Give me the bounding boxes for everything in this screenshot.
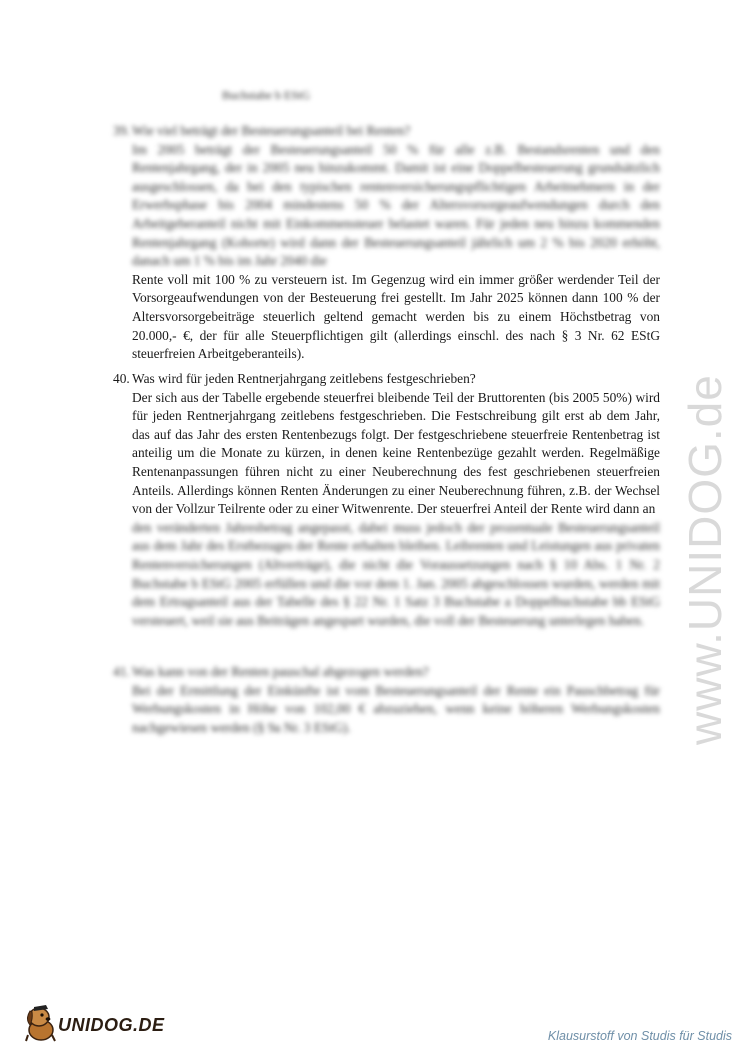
dog-logo-icon bbox=[22, 1003, 60, 1048]
question-number: 41. bbox=[113, 664, 130, 679]
answer-text: Der sich aus der Tabelle ergebende steuerfrei bleibende Teil der Bruttorenten (bis 2005 50%) wird für jeden Rentnerjahrgang zeitlebens festgeschrieben. Die Festschreibung gilt erst ab dem Jahr, das auf das Jahr des ersten Rentenbezugs folgt. Der festgeschriebene steuerfreie Rentenbetrag ist anteilig um die Monate zu kürzen, in denen keine Rentenbezüge gezahlt werden. Regelmäßige Rentenanpassungen führen nicht zu einer Neuberechnung des fest geschriebenen steuerfreien Anteils. Allerdings können Renten Änderungen zu einer Neuberechnung führen, z.B. der Wechsel von der Vollzur Teilrente oder zu einer Witwenrente. Der steuerfrei Anteil der Rente wird dann an bbox=[132, 389, 660, 517]
footer-brand: UNIDOG.DE bbox=[58, 1015, 165, 1035]
question-40 bbox=[113, 370, 660, 630]
question-text: Was wird für jeden Rentnerjahrgang zeitlebens festgeschrieben? bbox=[132, 371, 476, 386]
question-text: Wie viel beträgt der Besteuerungsanteil bei Renten? bbox=[132, 123, 411, 138]
footer-slogan: Klausurstoff von Studis für Studis bbox=[547, 1029, 732, 1043]
answer-text-blurred: den veränderten Jahresbetrag angepasst, dabei muss jedoch der prozentuale Besteuerungsanteil aus dem Jahr des Erstbezuges der Rente erhalten bleiben. Leibrenten und Leistungen aus privaten Rentenversicherungen (Altverträge), die nicht die Voraussetzungen nach § 10 Abs. 1 Nr. 2 Buchstabe b EStG 2005 erfüllen und die vor dem 1. Jan. 2005 abgeschlossen wurden, werden mit dem Ertragsanteil aus der Tabelle des § 22 Nr. 1 Satz 3 Buchstabe a Doppelbuchstabe bb EStG versteuert, weil sie aus Beiträgen angespart wurden, die voll der Besteuerung unterlegen haben. bbox=[132, 519, 660, 628]
answer-text-blurred: Im 2005 beträgt der Besteuerungsanteil 50 % für alle z.B. Bestandsrenten und den Rentenjahrgang, der in 2005 neu hinzukommt. Damit ist eine Doppelbesteuerung grundsätzlich ausgeschlossen, da bei den typischen rentenversicherungspflichtigen Arbeitnehmern in der Erwerbsphase bis 2004 mindestens 50 % der Altersvorsorgeaufwendungen durch den Arbeitgeberanteil nicht mit Einkommensteuer belastet waren. Für jeden neu hinzu kommenden Rentenjahrgang (Kohorte) wird dann der Besteuerungsanteil jährlich um 2 % bis 2020 erhöht, danach um 1 % bis im Jahr 2040 die bbox=[132, 141, 660, 269]
watermark-text: www.UNIDOG.de bbox=[679, 374, 731, 745]
answer-text: Rente voll mit 100 % zu versteuern ist. Im Gegenzug wird ein immer größer werdender Teil der Vorsorgeaufwendungen von der Besteuerung frei gestellt. Im Jahr 2025 können dann 100 % der Altersvorsorgebeiträge steuerlich geltend gemacht werden bis zu einem Höchstbetrag von 20.000,- €, der für alle Steuerpflichtigen gilt (allerdings einschl. des nach § 3 Nr. 62 EStG steuerfreien Arbeitgeberanteils). bbox=[132, 271, 660, 362]
question-number: 39. bbox=[113, 123, 130, 138]
question-text: Was kann von der Renten pauschal abgezogen werden? bbox=[132, 664, 429, 679]
watermark bbox=[676, 275, 736, 745]
question-41 bbox=[113, 663, 660, 737]
question-number: 40. bbox=[113, 371, 130, 386]
running-head: Buchstabe b EStG bbox=[222, 88, 310, 102]
answer-text-blurred: Bei der Ermittlung der Einkünfte ist vom Besteuerungsanteil der Rente ein Pauschbetrag für Werbungskosten in Höhe von 102,00 € abzuziehen, wenn keine höheren Werbungskosten nachgewiesen werden (§ 9a Nr. 3 EStG). bbox=[132, 682, 660, 735]
question-39 bbox=[113, 122, 660, 364]
